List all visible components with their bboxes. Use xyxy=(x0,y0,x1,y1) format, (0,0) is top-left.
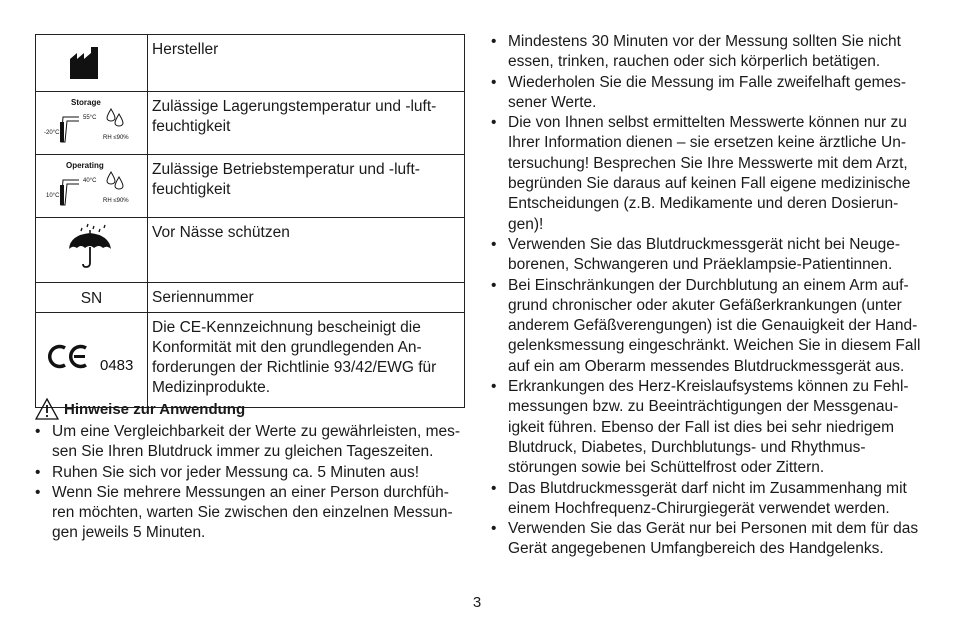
warning-triangle-icon xyxy=(35,398,59,420)
usage-notes-list xyxy=(35,422,467,544)
list-item: • Das Blutdruckmessgerät darf nicht im Zusammenhang mit einem Hochfrequenz-Chirurgiegerät verwendet werden. xyxy=(491,479,925,520)
list-item: • Mindestens 30 Minuten vor der Messung sollten Sie nicht essen, trinken, rauchen oder sich körperlich betätigen. xyxy=(491,32,925,73)
storage-title: Storage xyxy=(71,98,101,107)
operating-humidity: RH ≤90% xyxy=(103,198,129,204)
list-item: • Bei Einschränkungen der Durchblutung an einem Arm auf- grund chronischer oder akuter Gefäßerkrankungen (unter anderem Gefäßverengungen) ist die Genauigkeit der Hand- gelenksmessung eingeschränkt. Weichen Sie in diesem Fall auf ein am Oberarm messendes Blutdruckmessgerät aus. xyxy=(491,276,925,377)
operating-temp-high: 40°C xyxy=(83,178,97,184)
usage-notes-title: Hinweise zur Anwendung xyxy=(64,400,246,418)
list-item: • Um eine Vergleichbarkeit der Werte zu gewährleisten, mes- sen Sie Ihren Blutdruck immer zu gleichen Tageszeiten. xyxy=(35,422,467,463)
table-cell-label: Hersteller xyxy=(148,35,465,92)
notified-body-number: 0483 xyxy=(100,357,134,374)
table-cell-label: Die CE-Kennzeichnung bescheinigt die Konformität mit den grundlegenden An- forderungen der Richtlinie 93/42/EWG für Medizinprodukte. xyxy=(148,313,465,408)
table-cell-label: Zulässige Lagerungstemperatur und -luft- feuchtigkeit xyxy=(148,92,465,155)
table-row xyxy=(36,92,465,155)
right-notes-list xyxy=(491,32,925,560)
storage-humidity: RH ≤90% xyxy=(103,135,129,141)
table-cell-label: Zulässige Betriebstemperatur und -luft- feuchtigkeit xyxy=(148,155,465,218)
table-cell-label: Vor Nässe schützen xyxy=(148,218,465,283)
page-number: 3 xyxy=(472,594,482,611)
list-item: • Verwenden Sie das Blutdruckmessgerät nicht bei Neuge- borenen, Schwangeren und Präeklampsie-Patientinnen. xyxy=(491,235,925,276)
umbrella-rain-icon xyxy=(36,218,147,276)
table-cell-label: Seriennummer xyxy=(148,283,465,313)
operating-conditions-icon xyxy=(36,155,147,211)
operating-title: Operating xyxy=(66,161,104,170)
symbol-table xyxy=(35,34,465,408)
usage-notes-section xyxy=(35,396,467,544)
manufacturer-icon xyxy=(36,35,147,85)
list-item: • Erkrankungen des Herz-Kreislaufsystems können zu Fehl- messungen bzw. zu Beeinträchtigungen der Messgenau- igkeit führen. Ebenso der Fall ist dies bei sehr niedrigem Blutdruck, Diabetes, Durchblutungs- und Rhythmus- störungen sowie bei Schüttelfrost oder Zittern. xyxy=(491,377,925,478)
operating-temp-low: 10°C xyxy=(46,193,60,199)
storage-temp-low: -20°C xyxy=(44,130,60,136)
storage-temp-high: 55°C xyxy=(83,115,97,121)
right-column xyxy=(491,32,925,560)
table-row xyxy=(36,218,465,283)
list-item: • Ruhen Sie sich vor jeder Messung ca. 5 Minuten aus! xyxy=(35,463,467,483)
list-item: • Wenn Sie mehrere Messungen an einer Person durchfüh- ren möchten, warten Sie zwischen den einzelnen Messun- gen jeweils 5 Minuten. xyxy=(35,483,467,544)
list-item: • Die von Ihnen selbst ermittelten Messwerte können nur zu Ihrer Information dienen – sie ersetzen keine ärztliche Un- tersuchung! Besprechen Sie Ihre Messwerte mit dem Arzt, begründen Sie daraus auf keinen Fall eigene medizinische Entscheidungen (z.B. Medikamente und deren Dosierun- gen)! xyxy=(491,113,925,235)
list-item: • Wiederholen Sie die Messung im Falle zweifelhaft gemes- sener Werte. xyxy=(491,73,925,114)
table-row xyxy=(36,283,465,313)
table-row xyxy=(36,313,465,408)
storage-conditions-icon xyxy=(36,92,147,148)
list-item: • Verwenden Sie das Gerät nur bei Personen mit dem für das Gerät angegebenen Umfangbereich des Handgelenks. xyxy=(491,519,925,560)
ce-mark-icon xyxy=(36,313,147,401)
usage-notes-heading xyxy=(35,396,467,422)
table-row xyxy=(36,155,465,218)
table-row xyxy=(36,35,465,92)
serial-number-symbol: SN xyxy=(80,290,103,307)
